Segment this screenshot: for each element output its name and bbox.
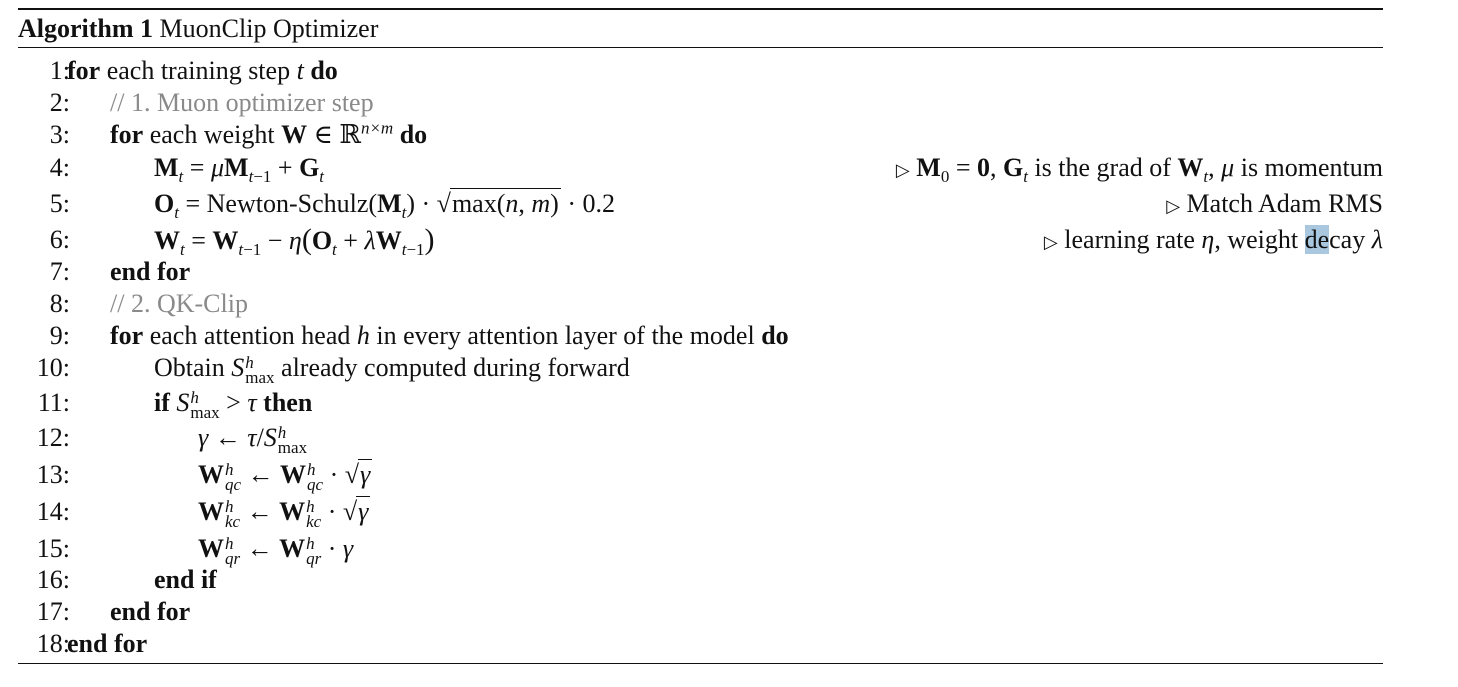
keyword-end-for: end for <box>110 257 191 286</box>
comment-rms: ▷ Match Adam RMS <box>1166 189 1383 218</box>
line-2 <box>18 86 1383 120</box>
line-comment: // 1. Muon optimizer step <box>110 88 374 117</box>
line-code: if S h max > τ then <box>154 388 313 423</box>
algorithm-name: MuonClip Optimizer <box>159 14 379 43</box>
math-momentum: $M_t = \mu M_{t-1} + G_t$ <box>154 153 325 187</box>
keyword-for: for <box>67 56 101 85</box>
algorithm-title <box>18 14 378 44</box>
text-selection-highlight[interactable]: de <box>1304 225 1330 254</box>
line-number: 15: <box>36 534 70 563</box>
math-gamma: γ ← τ/S h max <box>198 423 308 458</box>
keyword-do: do <box>303 56 338 85</box>
line-6 <box>18 223 1383 260</box>
bottom-rule <box>18 663 1383 664</box>
line-number: 12: <box>36 423 70 452</box>
line-number: 5: <box>49 189 70 218</box>
line-text: each weight <box>143 120 282 149</box>
line-number: 1: <box>49 56 70 85</box>
line-number: 17: <box>36 597 70 626</box>
line-number: 4: <box>49 153 70 182</box>
line-5 <box>18 187 1383 221</box>
algorithm-label: Algorithm 1 <box>18 14 154 43</box>
keyword-end-for: end for <box>110 597 191 626</box>
line-4 <box>18 151 1383 185</box>
triangle-icon: ▷ <box>895 160 910 180</box>
line-number: 13: <box>36 460 70 489</box>
line-number: 3: <box>49 120 70 149</box>
line-number: 2: <box>49 88 70 117</box>
line-code: for each attention head h in every attention layer of the model do <box>110 321 789 350</box>
math-update: $W_t = W_{t-1} - \eta(O_t + \lambda W_{t-1})$ <box>154 223 435 260</box>
math-wqr: W h qr ← W h qr · γ <box>198 534 354 569</box>
keyword-then: then <box>256 388 313 417</box>
line-9 <box>18 319 1383 353</box>
line-number: 8: <box>49 289 70 318</box>
line-code: for each weight W ∈ ℝ$^{n\times m}$ do <box>110 118 428 149</box>
math-wkc: W h kc ← W h kc · √γ <box>198 497 369 532</box>
header-rule <box>18 47 1383 48</box>
line-10 <box>18 351 1383 388</box>
line-13 <box>18 458 1383 495</box>
var-t: t <box>296 56 304 85</box>
top-rule <box>18 8 1383 10</box>
line-17 <box>18 595 1383 629</box>
keyword-do: do <box>754 321 789 350</box>
line-code: Obtain S h max already computed during forward <box>154 353 630 388</box>
line-12 <box>18 421 1383 458</box>
dims: n×m <box>360 118 394 138</box>
keyword-do: do <box>393 120 428 149</box>
line-number: 9: <box>49 321 70 350</box>
line-16 <box>18 563 1383 597</box>
line-comment: // 2. QK-Clip <box>110 289 248 318</box>
math-wqc: W h qc ← W h qc · √γ <box>198 460 371 495</box>
keyword-end-for: end for <box>67 629 148 658</box>
keyword-for: for <box>110 120 144 149</box>
line-3 <box>18 118 1383 152</box>
line-11 <box>18 386 1383 423</box>
comment-lr: ▷ learning rate η, weight decay λ <box>1043 225 1383 254</box>
line-text: each training step <box>100 56 297 85</box>
line-7 <box>18 255 1383 289</box>
line-number: 16: <box>36 565 70 594</box>
math-orthogonalize: $O_t$ = Newton-$Schulz(M_t) \cdot √\max(n$, m) · 0.2 <box>154 189 615 223</box>
line-14 <box>18 495 1383 532</box>
line-15 <box>18 532 1383 569</box>
comment-momentum: ▷ $M_0 = 0$, $G_t$ is the grad of $W_t$, μ is momentum <box>895 153 1383 187</box>
line-number: 14: <box>36 497 70 526</box>
triangle-icon: ▷ <box>1043 232 1058 252</box>
line-18 <box>18 627 1383 661</box>
keyword-end-if: end if <box>154 565 217 594</box>
line-1 <box>18 54 1383 88</box>
triangle-icon: ▷ <box>1166 196 1181 216</box>
line-8 <box>18 287 1383 321</box>
line-number: 6: <box>49 225 70 254</box>
line-number: 10: <box>36 353 70 382</box>
line-number: 11: <box>37 388 70 417</box>
line-code <box>67 54 338 88</box>
keyword-if: if <box>154 388 170 417</box>
line-number: 18: <box>36 629 70 658</box>
keyword-for: for <box>110 321 144 350</box>
line-number: 7: <box>49 257 70 286</box>
